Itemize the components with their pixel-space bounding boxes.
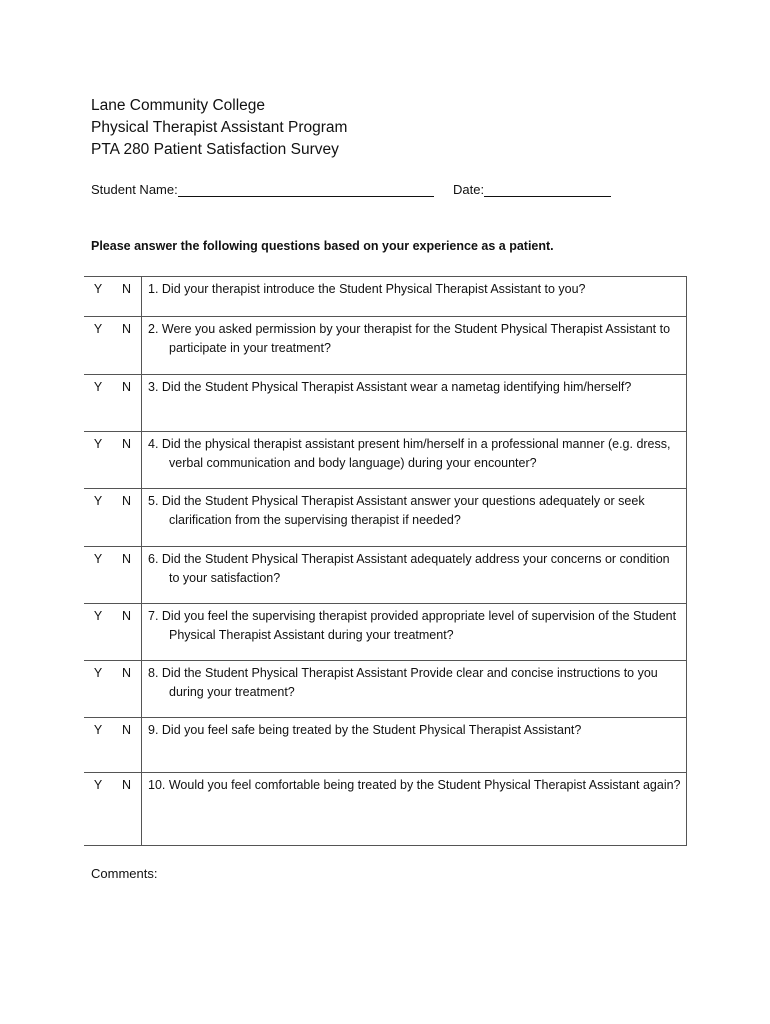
- table-row: [84, 277, 687, 317]
- no-option[interactable]: N: [112, 375, 142, 432]
- college-name: Lane Community College: [91, 97, 266, 114]
- no-option[interactable]: N: [112, 661, 142, 718]
- date-label: Date:: [453, 182, 485, 197]
- yes-option[interactable]: Y: [84, 489, 112, 547]
- yes-option[interactable]: Y: [84, 317, 112, 375]
- question-text: 4. Did the physical therapist assistant present him/herself in a professional manner (e.g. dress, verbal communication and body language) during your encounter?: [148, 437, 671, 470]
- question-cell: [142, 773, 687, 846]
- yes-option[interactable]: Y: [84, 773, 112, 846]
- yes-option[interactable]: Y: [84, 718, 112, 773]
- no-option[interactable]: N: [112, 317, 142, 375]
- date-field: [453, 182, 611, 197]
- question-text: 7. Did you feel the supervising therapist provided appropriate level of supervision of the Student Physical Therapist Assistant during your treatment?: [148, 609, 677, 642]
- question-cell: [142, 547, 687, 604]
- no-option[interactable]: N: [112, 718, 142, 773]
- question-text: 9. Did you feel safe being treated by the Student Physical Therapist Assistant?: [148, 723, 582, 737]
- question-cell: [142, 604, 687, 661]
- table-row: [84, 547, 687, 604]
- table-row: [84, 432, 687, 489]
- no-option[interactable]: N: [112, 773, 142, 846]
- table-row: [84, 661, 687, 718]
- question-cell: [142, 718, 687, 773]
- question-text: 3. Did the Student Physical Therapist Assistant wear a nametag identifying him/herself?: [148, 380, 632, 394]
- student-name-field: [91, 182, 434, 197]
- table-row: [84, 773, 687, 846]
- survey-title: PTA 280 Patient Satisfaction Survey: [91, 141, 339, 158]
- yes-option[interactable]: Y: [84, 661, 112, 718]
- table-row: [84, 604, 687, 661]
- question-cell: [142, 432, 687, 489]
- question-cell: [142, 661, 687, 718]
- question-cell: [142, 375, 687, 432]
- comments-label: Comments:: [91, 866, 158, 881]
- student-name-label: Student Name:: [91, 182, 178, 197]
- question-text: 6. Did the Student Physical Therapist Assistant adequately address your concerns or condition to your satisfaction?: [148, 552, 670, 585]
- no-option[interactable]: N: [112, 432, 142, 489]
- question-text: 1. Did your therapist introduce the Student Physical Therapist Assistant to you?: [148, 282, 586, 296]
- question-cell: [142, 489, 687, 547]
- document-header: [91, 95, 347, 161]
- table-row: [84, 375, 687, 432]
- program-name: Physical Therapist Assistant Program: [91, 119, 348, 136]
- instructions: Please answer the following questions based on your experience as a patient.: [91, 239, 554, 253]
- no-option[interactable]: N: [112, 547, 142, 604]
- yes-option[interactable]: Y: [84, 547, 112, 604]
- question-cell: [142, 277, 687, 317]
- table-row: [84, 489, 687, 547]
- question-text: 5. Did the Student Physical Therapist Assistant answer your questions adequately or seek clarification from the supervising therapist if needed?: [148, 494, 645, 527]
- question-text: 2. Were you asked permission by your therapist for the Student Physical Therapist Assistant to participate in your treatment?: [148, 322, 671, 355]
- no-option[interactable]: N: [112, 604, 142, 661]
- survey-table: [84, 276, 687, 846]
- table-row: [84, 317, 687, 375]
- no-option[interactable]: N: [112, 277, 142, 317]
- question-cell: [142, 317, 687, 375]
- student-name-blank[interactable]: [178, 183, 434, 197]
- yes-option[interactable]: Y: [84, 604, 112, 661]
- question-text: 10. Would you feel comfortable being treated by the Student Physical Therapist Assistant again?: [148, 778, 681, 792]
- yes-option[interactable]: Y: [84, 375, 112, 432]
- no-option[interactable]: N: [112, 489, 142, 547]
- question-text: 8. Did the Student Physical Therapist Assistant Provide clear and concise instructions to you during your treatment?: [148, 666, 658, 699]
- yes-option[interactable]: Y: [84, 432, 112, 489]
- date-blank[interactable]: [484, 183, 611, 197]
- yes-option[interactable]: Y: [84, 277, 112, 317]
- table-row: [84, 718, 687, 773]
